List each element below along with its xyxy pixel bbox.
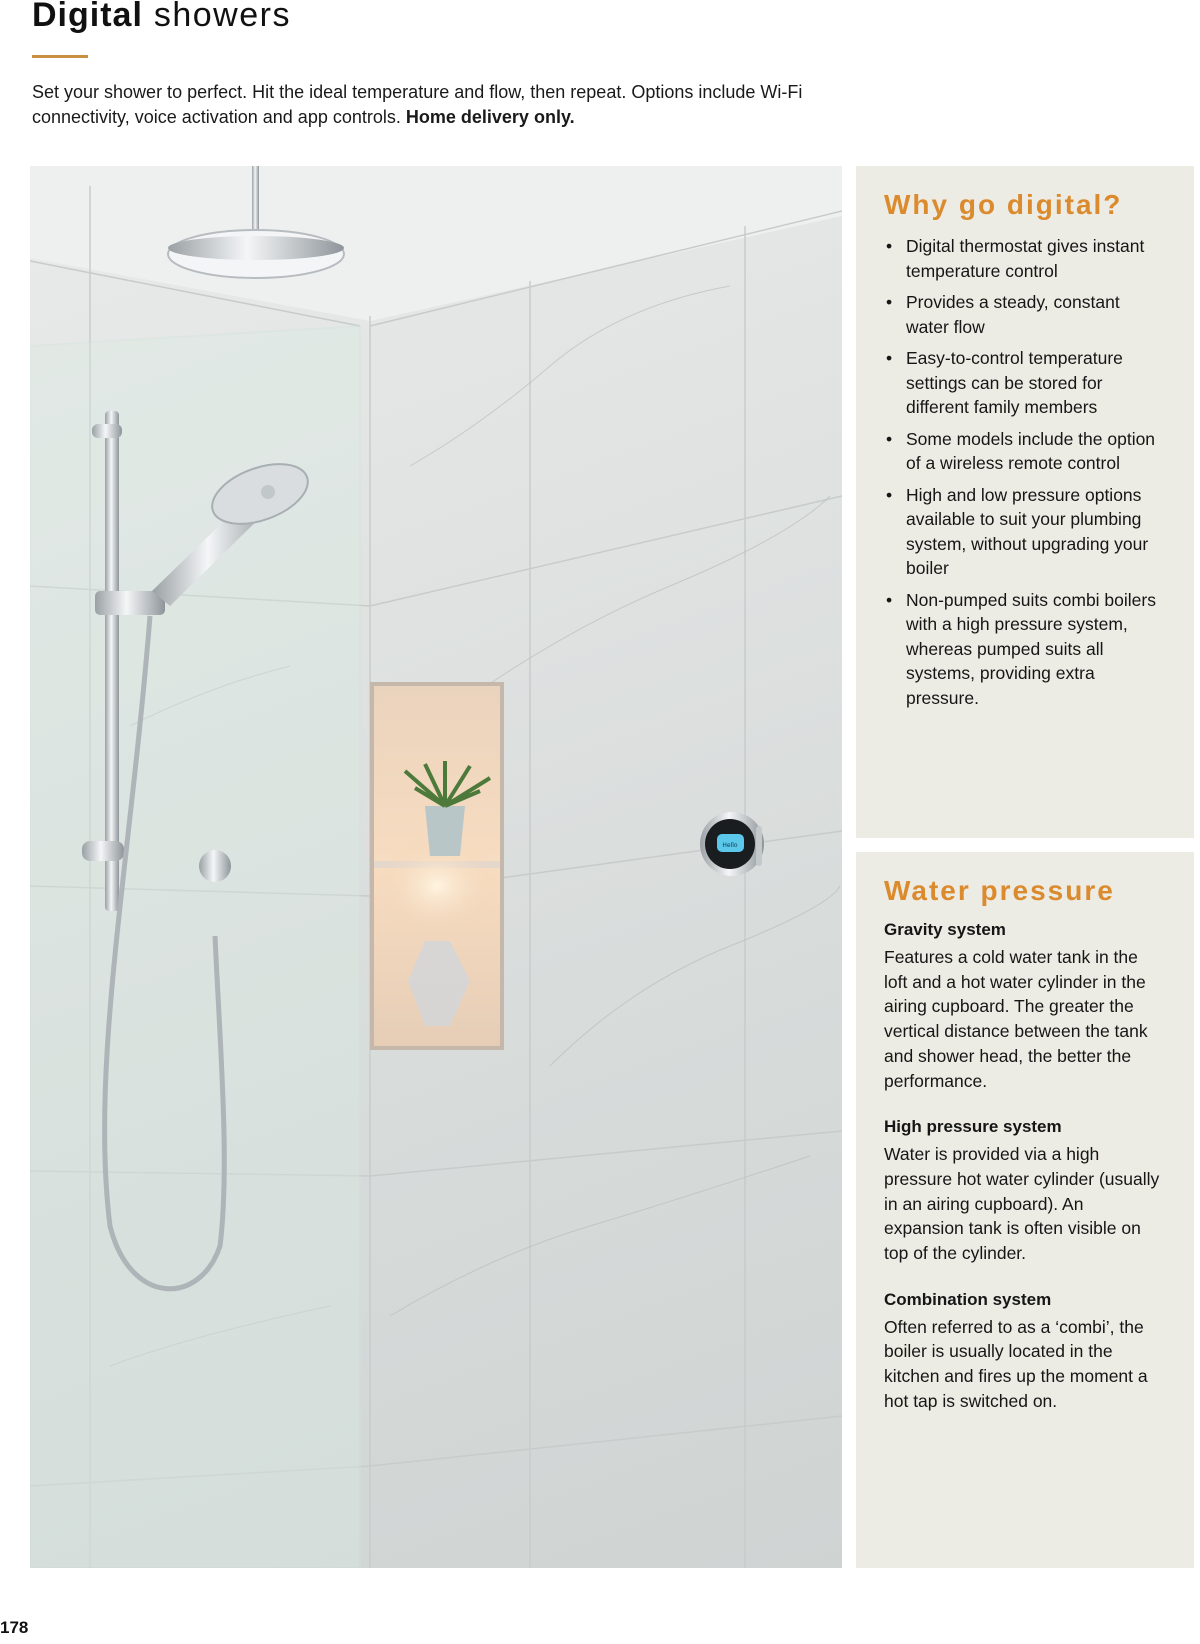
accent-rule [32,55,88,58]
page-title [32,0,291,35]
bullet-icon: • [886,236,893,256]
why-go-digital-panel [856,166,1194,838]
list-item: • Digital thermostat gives instant temperature control [886,236,1145,281]
page-number: 178 [0,1618,29,1637]
riser-rail [105,411,119,911]
list-item: • Non-pumped suits combi boilers with a high pressure system, whereas pumped suits all systems, providing extra pressure. [886,589,1156,708]
wall-outlet [199,850,231,882]
list-item: • Some models include the option of a wireless remote control [886,428,1156,473]
bullet-icon: • [886,292,893,312]
intro-text: Set your shower to perfect. Hit the ideal temperature and flow, then repeat. Options include Wi-Fi connectivity, voice activation and app controls. [32,82,803,127]
bullet-icon: • [886,484,893,505]
benefits-list [884,234,1166,710]
section-title: Combination system [884,1289,1052,1309]
title-bold: Digital [32,0,143,34]
why-digital-heading: Why go digital? [884,189,1123,220]
intro-bold: Home delivery only. [405,107,575,127]
bullet-icon: • [886,348,893,368]
shower-illustration [30,166,842,1568]
section-body: Often referred to as a ‘combi’, the boiler is usually located in the kitchen and fires up the moment a hot tap is switched on. [884,1316,1148,1411]
bullet-icon: • [886,589,893,610]
section-title: Gravity system [884,920,1006,939]
section-body: Water is provided via a high pressure hot water cylinder (usually in an airing cupboard). An expansion tank is often visible on top of the cylinder. [884,1144,1160,1264]
intro-paragraph [32,80,812,130]
high-pressure-system-section [884,1115,1166,1266]
list-item: • Easy-to-control temperature settings can be stored for different family members [886,348,1123,417]
gravity-system-section [884,918,1166,1093]
list-item: • Provides a steady, constant water flow [886,292,1120,337]
section-title: High pressure system [884,1117,1062,1137]
water-pressure-heading: Water pressure [884,875,1115,906]
list-item: • High and low pressure options available to suit your plumbing system, without upgrading your boiler [886,484,1149,578]
svg-text:Hello: Hello [722,842,738,849]
title-rest: showers [153,0,291,34]
bullet-icon: • [886,428,893,449]
section-body: Features a cold water tank in the loft and a hot water cylinder in the airing cupboard. The greater the vertical distance between the tank and shower head, the better the performance. [884,947,1148,1091]
water-pressure-panel [856,852,1194,1568]
combination-system-section [884,1288,1166,1414]
shower-photo [30,166,842,1568]
rail-slider [95,591,165,615]
digital-shower-controller [700,812,764,876]
